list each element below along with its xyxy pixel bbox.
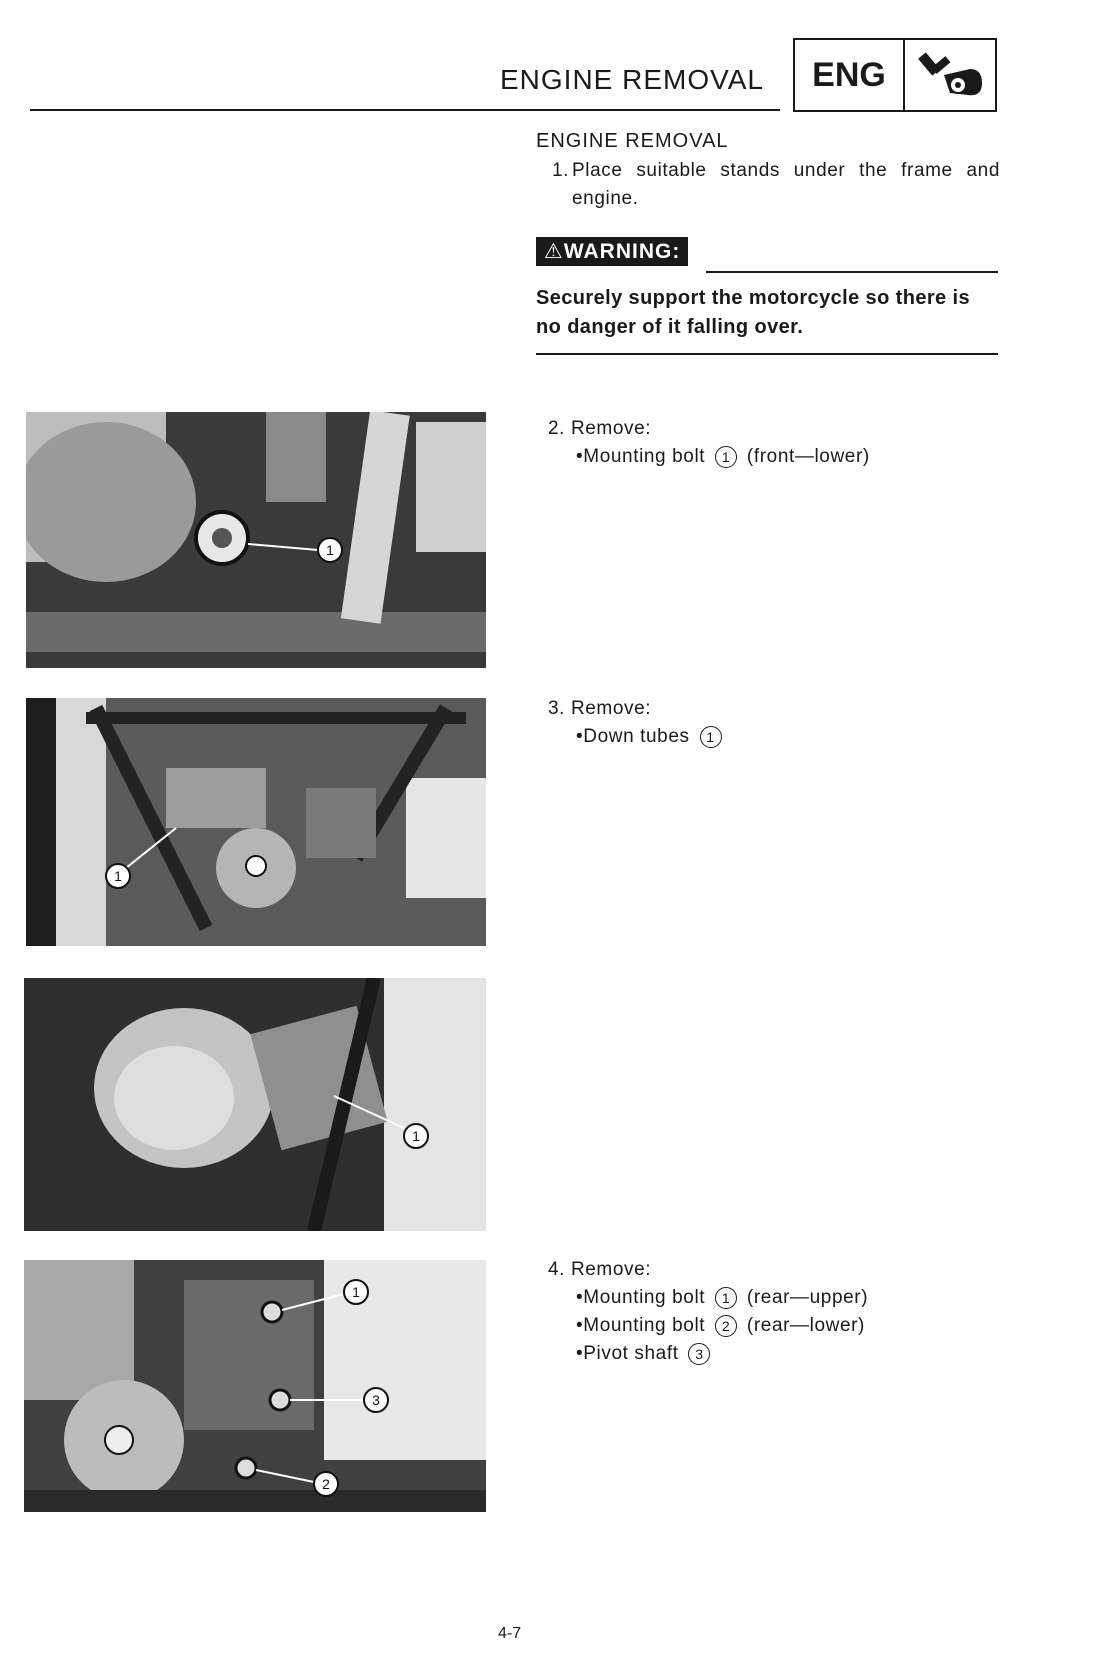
photo-callout: 1 <box>114 868 122 884</box>
bullet: • <box>576 446 584 467</box>
photo-callout: 1 <box>326 542 334 558</box>
list-item <box>548 443 870 471</box>
page-header-title: ENGINE REMOVAL <box>500 64 764 95</box>
step-3-action: Remove: <box>570 698 652 719</box>
ref-number: 2 <box>715 1315 737 1337</box>
step-1-text: Place suitable stands under the frame and engine. <box>572 160 1000 209</box>
step-2-action: Remove: <box>570 418 652 439</box>
photo-callout: 1 <box>352 1284 360 1300</box>
bullet: • <box>576 1287 584 1308</box>
list-item <box>548 1284 868 1312</box>
item-text: Down tubes <box>583 726 690 747</box>
section-badge <box>793 38 997 112</box>
step-4 <box>548 1256 868 1368</box>
warning-text: Securely support the motorcycle so there is no danger of it falling over. <box>536 287 970 338</box>
step-3-number: 3. <box>548 698 566 719</box>
section-title: ENGINE REMOVAL <box>536 130 729 152</box>
item-text: Pivot shaft <box>583 1343 679 1364</box>
ref-number: 3 <box>688 1343 710 1365</box>
header-rule <box>30 109 780 111</box>
photo-down-tubes <box>26 698 486 946</box>
item-note: (rear—lower) <box>746 1315 865 1336</box>
bullet: • <box>576 1315 584 1336</box>
photo-callout: 2 <box>322 1476 330 1492</box>
step-3 <box>548 695 726 751</box>
step-4-action: Remove: <box>570 1259 652 1280</box>
step-4-number: 4. <box>548 1259 566 1280</box>
photo-callout: 3 <box>372 1392 380 1408</box>
photo-down-tubes-right <box>24 978 486 1231</box>
warning-header-line <box>706 271 998 273</box>
item-text: Mounting bolt <box>583 446 706 467</box>
photo-callout: 1 <box>412 1128 420 1144</box>
bullet: • <box>576 1343 584 1364</box>
item-text: Mounting bolt <box>583 1315 706 1336</box>
step-2 <box>548 415 870 471</box>
step-1-number: 1. <box>552 160 570 181</box>
step-2-number: 2. <box>548 418 566 439</box>
photo-rear-mounts-pivot <box>24 1260 486 1512</box>
ref-number: 1 <box>715 446 737 468</box>
warning-bottom-rule <box>536 353 998 355</box>
ref-number: 1 <box>700 726 722 748</box>
list-item <box>548 1312 868 1340</box>
page-number: 4-7 <box>498 1625 522 1642</box>
warning-label: ⚠WARNING: <box>536 237 688 266</box>
list-item <box>548 723 726 751</box>
item-text: Mounting bolt <box>583 1287 706 1308</box>
bullet: • <box>576 726 584 747</box>
ref-number: 1 <box>715 1287 737 1309</box>
item-note: (front—lower) <box>746 446 870 467</box>
step-1 <box>552 157 1000 213</box>
list-item <box>548 1340 868 1368</box>
item-note: (rear—upper) <box>746 1287 869 1308</box>
section-badge-label: ENG <box>795 40 905 110</box>
photo-front-lower-mount <box>26 412 486 668</box>
engine-wrench-icon <box>905 40 995 110</box>
